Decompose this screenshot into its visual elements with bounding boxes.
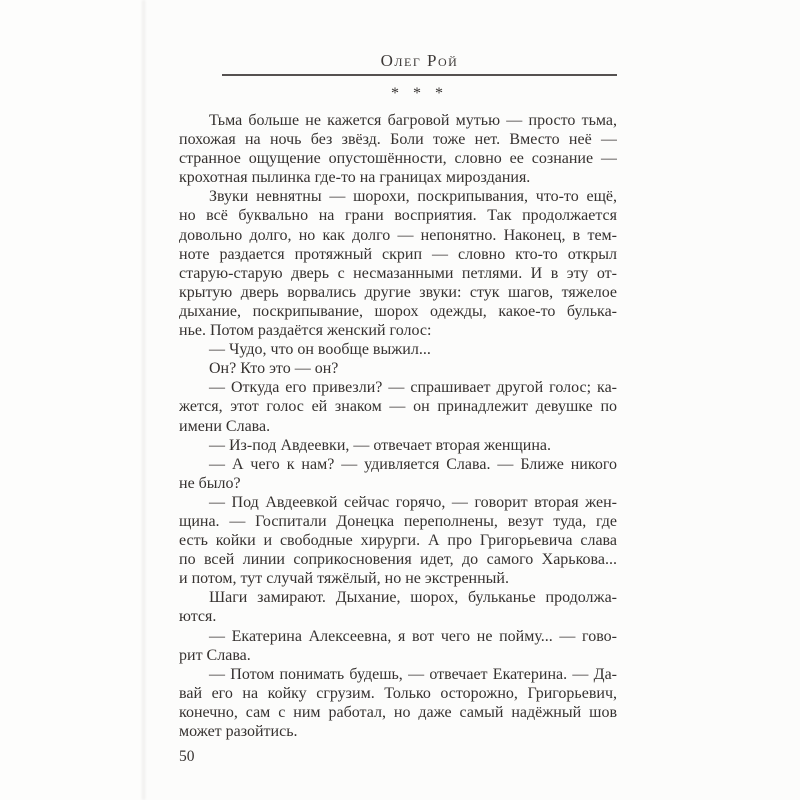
text-line: вай его на койку сгрузим. Только осторожно, Григорьевич, xyxy=(179,684,617,702)
text-line: Звуки невнятны — шорохи, поскрипывания, что-то ещё, xyxy=(209,188,617,206)
text-line: не было? xyxy=(179,474,241,492)
text-line: — Екатерина Алексеевна, я вот чего не пойму... — гово- xyxy=(209,627,617,645)
text-line: Тьма больше не кажется багровой мутью — просто тьма, xyxy=(209,112,617,129)
text-block xyxy=(179,111,617,741)
text-line: старую-старую дверь с несмазанными петлями. И в эту от- xyxy=(179,264,617,282)
text-line: Шаги замирают. Дыхание, шорох, бульканье продолжа- xyxy=(209,589,617,607)
text-line: довольно долго, но как долго — непонятно. Наконец, в тем- xyxy=(179,226,617,244)
paragraph xyxy=(179,588,617,626)
text-line: щина. — Госпитали Донецка переполнены, везут туда, где xyxy=(179,512,617,530)
text-line: похожая на ночь без звёзд. Боли тоже нет. Вместо неё — xyxy=(179,131,617,149)
text-line: — Откуда его привезли? — спрашивает другой голос; ка- xyxy=(209,379,617,397)
paragraph xyxy=(179,187,617,340)
paragraph xyxy=(179,340,617,359)
text-line: по всей линии соприкосновения идет, до самого Харькова... xyxy=(179,551,617,569)
text-line: имени Слава. xyxy=(179,417,271,435)
paragraph xyxy=(179,665,617,741)
running-header xyxy=(222,51,617,71)
text-line: ются. xyxy=(179,608,217,626)
author-name: Олег Рой xyxy=(380,51,459,70)
text-line: — Из-под Авдеевки, — отвечает вторая женщина. xyxy=(209,436,552,454)
paragraph xyxy=(179,111,617,187)
text-line: крохотная пылинка где-то на границах мироздания. xyxy=(179,169,531,187)
text-line: Он? Кто это — он? xyxy=(209,360,339,378)
paragraph xyxy=(179,436,617,455)
text-line: — Потом понимать будешь, — отвечает Екатерина. — Да- xyxy=(209,665,617,683)
paragraph xyxy=(179,627,617,665)
paragraph xyxy=(179,359,617,378)
text-line: жется, этот голос ей знаком — он принадлежит девушке по xyxy=(179,398,617,416)
text-line: есть койки и свободные хирурги. А про Григорьевича слава xyxy=(179,532,617,550)
paragraph xyxy=(179,455,617,493)
text-line: странное ощущение опустошённости, словно ее сознание — xyxy=(179,150,617,168)
page-left-edge xyxy=(141,0,146,800)
text-line: рит Слава. xyxy=(179,646,251,664)
text-line: крытую дверь ворвались другие звуки: стук шагов, тяжелое xyxy=(179,283,617,301)
text-line: нье. Потом раздаётся женский голос: xyxy=(179,322,432,340)
header-rule xyxy=(222,74,617,76)
section-separator: * * * xyxy=(391,85,448,102)
text-line: и потом, тут случай тяжёлый, но не экстренный. xyxy=(179,570,509,588)
text-line: может разойтись. xyxy=(179,723,298,740)
text-line: — Чудо, что он вообще выжил... xyxy=(209,341,431,359)
text-line: конечно, сам с ним работал, но даже самый надёжный шов xyxy=(179,703,617,721)
text-line: — Под Авдеевкой сейчас горячо, — говорит вторая жен- xyxy=(209,493,617,511)
paragraph xyxy=(179,378,617,435)
text-line: ноте раздается протяжный скрип — словно кто-то открыл xyxy=(179,245,617,263)
paragraph xyxy=(179,493,617,588)
text-line: — А чего к нам? — удивляется Слава. — Ближе никого xyxy=(209,455,617,473)
text-line: но всё буквально на грани восприятия. Так продолжается xyxy=(179,207,617,225)
page-number: 50 xyxy=(179,748,195,765)
text-line: дыхание, поскрипывание, шорох одежды, какое-то булька- xyxy=(179,302,617,320)
